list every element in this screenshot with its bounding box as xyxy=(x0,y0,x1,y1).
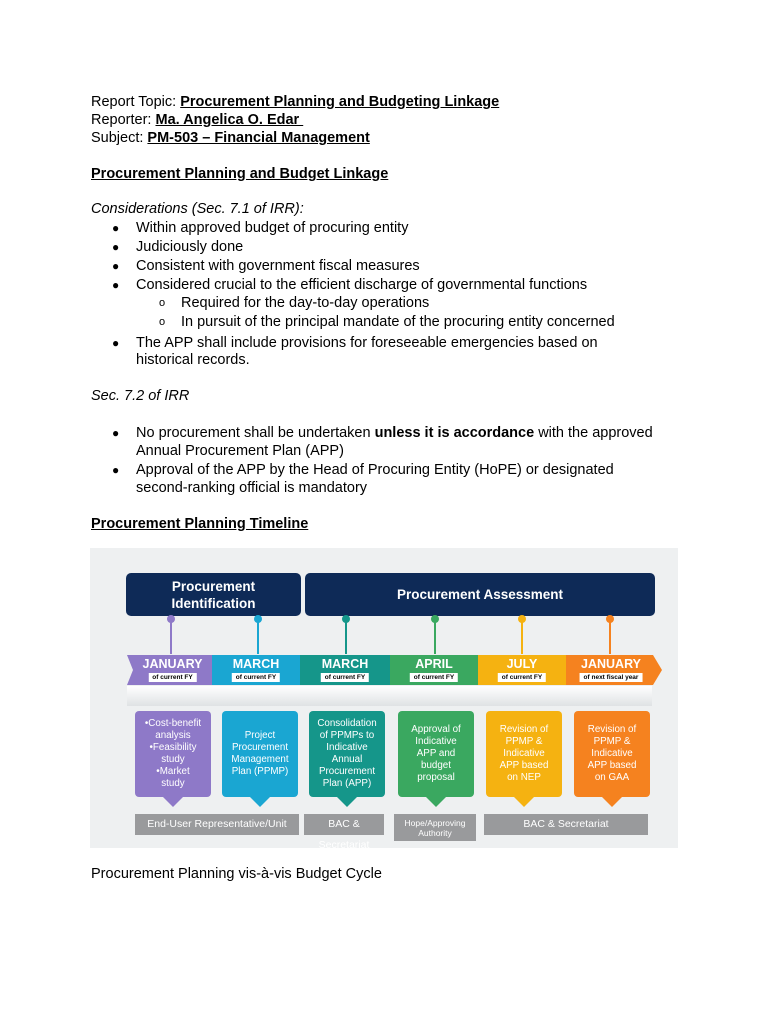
card-text-line: study xyxy=(161,754,185,765)
bullet-item: ● The APP shall include provisions for foreseeable emergencies based on xyxy=(112,335,598,351)
card-text-line: analysis xyxy=(155,730,191,741)
subject-label: Subject: xyxy=(91,130,148,146)
card-text-line: APP and xyxy=(416,748,456,759)
bullet-dot-icon: ● xyxy=(112,336,120,350)
bullet-item: ● Consistent with government fiscal measures xyxy=(112,258,420,274)
subject-value: PM-503 – Financial Management xyxy=(147,130,370,146)
procurement-timeline-figure xyxy=(90,548,678,851)
timeline-activity-card xyxy=(222,711,298,797)
circle-bullet-icon: o xyxy=(159,316,166,328)
considerations-label: Considerations (Sec. 7.1 of IRR): xyxy=(91,201,304,217)
month-label-march: MARCH of current FY xyxy=(232,657,280,681)
card-pointer-icon xyxy=(337,797,357,807)
phase-procurement-assessment: Procurement Assessment xyxy=(305,573,655,616)
bullet-dot-icon: ● xyxy=(112,259,120,273)
phase-procurement-identification: Procurement Identification xyxy=(126,573,301,616)
timeline-activity-card xyxy=(398,711,474,797)
bullet-continuation: second-ranking official is mandatory xyxy=(136,480,368,496)
timeline-baseline xyxy=(127,686,652,706)
card-text-line: APP based xyxy=(499,760,549,771)
report-topic-line xyxy=(91,93,499,111)
card-text-line: Approval of xyxy=(411,724,461,735)
month-label-january-next: JANUARY of next fiscal year xyxy=(581,657,641,681)
card-text-line: Indicative xyxy=(326,742,368,753)
timeline-activity-card xyxy=(309,711,385,797)
bullet-dot-icon: ● xyxy=(112,463,120,477)
subject-line xyxy=(91,129,370,147)
card-text-line: Consolidation xyxy=(317,718,377,729)
bullet-dot-icon: ● xyxy=(112,426,120,440)
sub-bullet-item: o In pursuit of the principal mandate of the procuring entity concerned xyxy=(159,314,615,330)
card-text-line: of PPMPs to xyxy=(319,730,375,741)
owner-end-user: End-User Representative/Unit xyxy=(135,814,299,835)
timeline-activity-card xyxy=(135,711,211,797)
month-label-july: JULY of current FY xyxy=(478,654,566,686)
month-label-april: APRIL of current FY xyxy=(390,654,478,686)
bullet-dot-icon: ● xyxy=(112,240,120,254)
month-label-march-2: MARCH of current FY xyxy=(321,657,369,681)
bullet-item: ● No procurement shall be undertaken unless it is accordance with the approved xyxy=(112,425,653,441)
card-text-line: on NEP xyxy=(507,772,541,783)
timeline-activity-card xyxy=(486,711,562,797)
card-text-line: Indicative xyxy=(415,736,457,747)
card-pointer-icon xyxy=(426,797,446,807)
card-text-line: budget xyxy=(421,760,451,771)
section-heading-timeline: Procurement Planning Timeline xyxy=(91,516,309,532)
reporter-value: Ma. Angelica O. Edar xyxy=(155,112,304,128)
reporter-label: Reporter: xyxy=(91,112,156,128)
card-text-line: Procurement xyxy=(318,766,376,777)
bullet-item: ● Judiciously done xyxy=(112,239,244,255)
card-text-line: •Market xyxy=(156,766,190,777)
card-text-line: Plan (PPMP) xyxy=(231,766,289,777)
report-topic-label: Report Topic: xyxy=(91,94,181,110)
report-topic-value: Procurement Planning and Budgeting Linkage xyxy=(180,94,500,110)
card-text-line: Procurement xyxy=(231,742,289,753)
owner-hope: Hope/Approving Authority xyxy=(394,814,476,841)
circle-bullet-icon: o xyxy=(159,297,166,309)
card-text-line: Management xyxy=(231,754,289,765)
budget-cycle-caption: Procurement Planning vis-à-vis Budget Cycle xyxy=(91,866,382,882)
section-heading-linkage: Procurement Planning and Budget Linkage xyxy=(91,166,389,182)
bullet-item: ● Considered crucial to the efficient discharge of governmental functions xyxy=(112,277,588,293)
timeline-activity-card xyxy=(574,711,650,797)
card-text-line: APP based xyxy=(587,760,637,771)
card-text-line: on GAA xyxy=(594,772,630,783)
card-text-line: •Cost-benefit xyxy=(144,718,202,729)
bullet-dot-icon: ● xyxy=(112,278,120,292)
bullet-continuation: Annual Procurement Plan (APP) xyxy=(136,443,344,459)
card-text-line: study xyxy=(161,778,185,789)
card-pointer-icon xyxy=(250,797,270,807)
card-text-line: Indicative xyxy=(591,748,633,759)
sec-7-2-label: Sec. 7.2 of IRR xyxy=(91,388,190,404)
card-text-line: Project xyxy=(244,730,276,741)
bullet-continuation: historical records. xyxy=(136,352,250,368)
card-text-line: Indicative xyxy=(503,748,545,759)
reporter-line xyxy=(91,111,303,129)
card-text-line: PPMP & xyxy=(593,736,631,747)
card-text-line: •Feasibility xyxy=(149,742,197,753)
card-text-line: Revision of xyxy=(587,724,637,735)
bullet-dot-icon: ● xyxy=(112,221,120,235)
card-text-line: Annual xyxy=(331,754,363,765)
month-label-january: JANUARY of current FY xyxy=(142,657,203,681)
card-text-line: Revision of xyxy=(499,724,549,735)
owner-bac-secretariat-2: BAC & Secretariat xyxy=(484,814,648,835)
card-pointer-icon xyxy=(514,797,534,807)
owner-bac-secretariat: BAC & Secretariat xyxy=(304,814,384,835)
card-text-line: PPMP & xyxy=(505,736,543,747)
bullet-item: ● Within approved budget of procuring entity xyxy=(112,220,409,236)
card-text-line: proposal xyxy=(417,772,455,783)
bullet-item: ● Approval of the APP by the Head of Procuring Entity (HoPE) or designated xyxy=(112,462,614,478)
card-pointer-icon xyxy=(163,797,183,807)
card-text-line: Plan (APP) xyxy=(322,778,372,789)
sub-bullet-item: o Required for the day-to-day operations xyxy=(159,295,430,311)
card-pointer-icon xyxy=(602,797,622,807)
